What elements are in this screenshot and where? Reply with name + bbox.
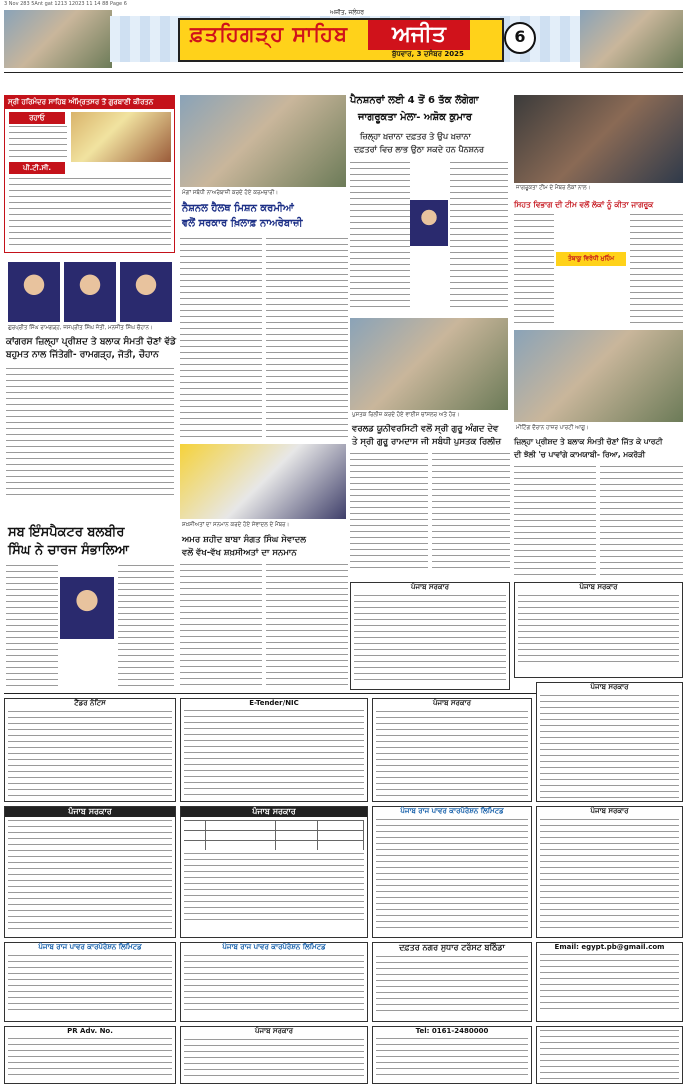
- ad-bottom-center-title: ਪੰਜਾਬ ਸਰਕਾਰ: [254, 1027, 293, 1035]
- election-photo: [514, 330, 683, 422]
- paper-name: ਅਜੀਤ: [368, 20, 470, 50]
- baba-body-2: [266, 564, 348, 688]
- si-body-2: [118, 565, 174, 689]
- baba-caption: ਸ਼ਖ਼ਸੀਅਤਾਂ ਦਾ ਸਨਮਾਨ ਕਰਦੇ ਹੋਏ ਸੇਵਾਦਲ ਦੇ ਮੈਂਬਰ।: [182, 522, 290, 528]
- health-protest-photo: [180, 95, 346, 187]
- ad-center-2: [372, 698, 532, 802]
- ad-right-2: [536, 806, 683, 938]
- pension-headline-1: ਪੈਨਸ਼ਨਰਾਂ ਲਈ 4 ਤੋਂ 6 ਤੱਕ ਲੱਗੇਗਾ: [350, 95, 479, 106]
- promo-tag-ptc: ਪੀ.ਟੀ.ਸੀ.: [9, 162, 65, 174]
- ad-bottom-left-body: [8, 1038, 172, 1078]
- ad-bottom-center: [180, 1026, 368, 1084]
- ad-right-1-title: ਪੰਜਾਬ ਸਰਕਾਰ: [590, 683, 629, 691]
- print-slug: 3 Nov 283 5Ant gat 1213 12023 11 14 88 Page 6: [4, 1, 127, 7]
- baba-body-1: [180, 564, 262, 688]
- portrait-1: [8, 262, 60, 322]
- ad-left-2: [4, 806, 176, 938]
- university-headline-2: ਤੇ ਸ੍ਰੀ ਗੁਰੂ ਰਾਮਦਾਸ ਜੀ ਸਬੰਧੀ ਪੁਸਤਕ ਰਿਲੀਜ਼: [352, 437, 502, 447]
- ad-bottom-center-2-body: [376, 1038, 528, 1078]
- pension-body-2: [450, 162, 508, 312]
- pension-headline-2: ਜਾਗਰੂਕਤਾ ਮੇਲਾ- ਅਸ਼ੋਕ ਕੁਮਾਰ: [358, 112, 472, 123]
- promo-text: [9, 126, 67, 160]
- ad-punjab-govt-2-title: ਪੰਜਾਬ ਸਰਕਾਰ: [579, 583, 618, 591]
- congress-body: [6, 368, 174, 500]
- promo-schedule: [9, 178, 171, 248]
- university-body-2: [432, 453, 510, 573]
- fire-headline: ਸਿਹਤ ਵਿਭਾਗ ਦੀ ਟੀਮ ਵਲੋਂ ਲੋਕਾਂ ਨੂੰ ਕੀਤਾ ਜਾਗਰੂਕ: [514, 200, 654, 209]
- election-caption: ਮੀਟਿੰਗ ਦੌਰਾਨ ਹਾਜ਼ਰ ਪਾਰਟੀ ਆਗੂ।: [516, 425, 589, 431]
- election-headline-2: ਦੀ ਝੋਲੀ 'ਚ ਪਾਵਾਂਗੇ ਕਾਮਯਾਬੀ- ਰਿਆ, ਮਕਰੋੜੀ: [514, 450, 646, 459]
- portrait-2: [64, 262, 116, 322]
- ad-bottom-center-2-title: Tel: 0161-2480000: [415, 1027, 489, 1035]
- ad-right-3-title: Email: egypt.pb@gmail.com: [554, 943, 665, 951]
- ad-pspcl-3-title: ਪੰਜਾਬ ਰਾਜ ਪਾਵਰ ਕਾਰਪੋਰੇਸ਼ਨ ਲਿਮਿਟਡ: [222, 943, 326, 951]
- ad-punjab-govt-1: [350, 582, 510, 690]
- ad-right-3-body: [540, 954, 679, 1014]
- ad-center-3-title: ਪੰਜਾਬ ਸਰਕਾਰ: [181, 807, 367, 817]
- ad-left-1-title: ਟੈਂਡਰ ਨੋਟਿਸ: [74, 699, 106, 707]
- election-body-2: [600, 466, 683, 576]
- promo-box: [4, 95, 175, 253]
- health-headline-1: ਨੈਸ਼ਨਲ ਹੈਲਥ ਮਿਸ਼ਨ ਕਰਮੀਆਂ: [182, 203, 294, 214]
- ad-trust: [372, 942, 532, 1022]
- ad-right-1-body: [540, 695, 679, 799]
- ad-left-1-body: [8, 711, 172, 797]
- ad-punjab-govt-1-title: ਪੰਜਾਬ ਸਰਕਾਰ: [410, 583, 449, 591]
- ad-pspcl-3-body: [184, 955, 364, 1015]
- fire-body-1: [514, 214, 554, 324]
- ad-bottom-right: [536, 1026, 683, 1084]
- health-body-2: [266, 238, 348, 438]
- ad-left-1: [4, 698, 176, 802]
- congress-caption: ਗੁਰਪ੍ਰੀਤ ਸਿੰਘ ਰਾਮਗੜ੍ਹ, ਜਸਪ੍ਰੀਤ ਸਿੰਘ ਜੋਤੀ, ਮਨਜੀਤ ਸਿੰਘ ਚੌਹਾਨ।: [8, 325, 153, 331]
- golden-temple-photo: [71, 112, 171, 162]
- ad-center-1: [180, 698, 368, 802]
- ad-center-1-title: E-Tender/NIC: [249, 699, 299, 707]
- ad-center-1-body: [184, 710, 364, 796]
- pension-body-1: [350, 162, 410, 312]
- si-headline-1: ਸਬ ਇੰਸਪੈਕਟਰ ਬਲਬੀਰ: [8, 525, 125, 540]
- pension-subhead-1: ਜ਼ਿਲ੍ਹਾ ਖ਼ਜ਼ਾਨਾ ਦਫ਼ਤਰ ਤੇ ਉਪ ਖ਼ਜ਼ਾਨਾ: [360, 132, 471, 141]
- promo-tag-rahao: ਰਹਾਓ: [9, 112, 65, 124]
- university-body-1: [350, 453, 428, 573]
- pension-subhead-2: ਦਫ਼ਤਰਾਂ ਵਿਚ ਲਾਭ ਉਠਾ ਸਕਦੇ ਹਨ ਪੈਨਸ਼ਨਰ: [354, 145, 484, 154]
- health-headline-2: ਵਲੋਂ ਸਰਕਾਰ ਖ਼ਿਲਾਫ਼ ਨਾਅਰੇਬਾਜ਼ੀ: [182, 218, 303, 229]
- portrait-3: [120, 262, 172, 322]
- university-photo: [350, 318, 508, 410]
- building-photo: [580, 10, 683, 68]
- ad-center-3-body: [184, 853, 364, 923]
- ad-trust-body: [376, 956, 528, 1016]
- si-body-1: [6, 565, 58, 689]
- ad-bottom-left: [4, 1026, 176, 1084]
- baba-photo: [180, 444, 346, 519]
- ad-pspcl-2: [4, 942, 176, 1022]
- university-headline-1: ਵਰਲਡ ਯੂਨੀਵਰਸਿਟੀ ਵਲੋਂ ਸ੍ਰੀ ਗੁਰੂ ਅੰਗਦ ਦੇਵ: [352, 424, 499, 434]
- ad-pspcl-1: [372, 806, 532, 938]
- gurdwara-photo: [4, 10, 112, 68]
- ad-punjab-govt-2-body: [518, 595, 679, 665]
- pension-portrait: [410, 200, 448, 246]
- election-headline-1: ਜ਼ਿਲ੍ਹਾ ਪ੍ਰੀਸ਼ਦ ਤੇ ਬਲਾਕ ਸੰਮਤੀ ਚੋਣਾਂ ਜਿੱਤ ਕੇ ਪਾਰਟੀ: [514, 437, 663, 446]
- masthead-rule: [4, 72, 683, 73]
- ad-bottom-left-title: PR Adv. No.: [67, 1027, 113, 1035]
- ad-bottom-center-body: [184, 1039, 364, 1079]
- ad-center-2-body: [376, 711, 528, 797]
- ad-trust-title: ਦਫ਼ਤਰ ਨਗਰ ਸੁਧਾਰ ਟਰੱਸਟ ਬਠਿੰਡਾ: [399, 943, 505, 952]
- ad-pspcl-1-body: [376, 819, 528, 929]
- ad-pspcl-3: [180, 942, 368, 1022]
- ad-right-2-title: ਪੰਜਾਬ ਸਰਕਾਰ: [590, 807, 629, 815]
- ad-center-2-title: ਪੰਜਾਬ ਸਰਕਾਰ: [432, 699, 471, 707]
- team-photo: [514, 95, 683, 183]
- ad-punjab-govt-2: [514, 582, 683, 678]
- election-body-1: [514, 466, 596, 576]
- fire-caption: ਜਾਗਰੂਕਤਾ ਟੀਮ ਦੇ ਮੈਂਬਰ ਲੋਕਾਂ ਨਾਲ।: [516, 185, 591, 191]
- ad-center-3-table: [184, 820, 364, 850]
- congress-headline-2: ਬਹੁਮਤ ਨਾਲ ਜਿੱਤੇਗੀ- ਰਾਮਗੜ੍ਹ, ਜੋਤੀ, ਚੌਹਾਨ: [6, 350, 159, 360]
- si-photo: [60, 577, 114, 639]
- si-headline-2: ਸਿੰਘ ਨੇ ਚਾਰਜ ਸੰਭਾਲਿਆ: [8, 543, 129, 558]
- ad-punjab-govt-1-body: [354, 595, 506, 683]
- ad-left-2-title: ਪੰਜਾਬ ਸਰਕਾਰ: [5, 807, 175, 817]
- ad-left-2-body: [8, 820, 172, 930]
- ad-bottom-center-2: [372, 1026, 532, 1084]
- university-caption: ਪੁਸਤਕ ਰਿਲੀਜ਼ ਕਰਦੇ ਹੋਏ ਵਾਈਸ ਚਾਂਸਲਰ ਅਤੇ ਹੋਰ।: [352, 412, 460, 418]
- baba-headline-2: ਵਲੋਂ ਵੱਖ-ਵੱਖ ਸ਼ਖ਼ਸੀਅਤਾਂ ਦਾ ਸਨਮਾਨ: [182, 548, 297, 558]
- ad-right-3: [536, 942, 683, 1022]
- issue-date: ਬੁੱਧਵਾਰ, 3 ਦਸੰਬਰ 2025: [392, 50, 464, 58]
- ad-pspcl-2-title: ਪੰਜਾਬ ਰਾਜ ਪਾਵਰ ਕਾਰਪੋਰੇਸ਼ਨ ਲਿਮਿਟਡ: [38, 943, 142, 951]
- health-body-1: [180, 238, 262, 438]
- ad-right-2-body: [540, 819, 679, 931]
- masthead: [0, 8, 687, 70]
- ad-bottom-right-body: [540, 1030, 679, 1080]
- promo-title: ਸ੍ਰੀ ਹਰਿਮੰਦਰ ਸਾਹਿਬ ਅੰਮ੍ਰਿਤਸਰ ਤੋਂ ਗੁਰਬਾਣੀ ਕੀਰਤਨ: [5, 96, 174, 109]
- fire-body-2: [630, 214, 683, 324]
- ad-center-3: [180, 806, 368, 938]
- section-title: ਫ਼ਤਹਿਗੜ੍ਹ ਸਾਹਿਬ: [190, 22, 349, 46]
- congress-headline-1: ਕਾਂਗਰਸ ਜ਼ਿਲ੍ਹਾ ਪ੍ਰੀਸ਼ਦ ਤੇ ਬਲਾਕ ਸੰਮਤੀ ਚੋਣਾਂ ਵੱਡੇ: [6, 337, 176, 347]
- ad-pspcl-2-body: [8, 955, 172, 1015]
- page-number: 6: [504, 22, 536, 54]
- baba-headline-1: ਅਮਰ ਸ਼ਹੀਦ ਬਾਬਾ ਸੰਗਤ ਸਿੰਘ ਸੇਵਾਦਲ: [182, 535, 307, 545]
- masthead-top-line: ਅਜੀਤ, ਜਲੰਧਰ: [330, 9, 365, 16]
- fire-tag: ਤੰਬਾਕੂ ਵਿਰੋਧੀ ਮੁਹਿੰਮ: [556, 252, 626, 266]
- health-caption: ਮੰਗਾਂ ਸਬੰਧੀ ਨਾਅਰੇਬਾਜ਼ੀ ਕਰਦੇ ਹੋਏ ਕਰਮਚਾਰੀ।: [182, 190, 279, 196]
- ad-pspcl-1-title: ਪੰਜਾਬ ਰਾਜ ਪਾਵਰ ਕਾਰਪੋਰੇਸ਼ਨ ਲਿਮਿਟਡ: [400, 807, 504, 815]
- ad-right-1: [536, 682, 683, 802]
